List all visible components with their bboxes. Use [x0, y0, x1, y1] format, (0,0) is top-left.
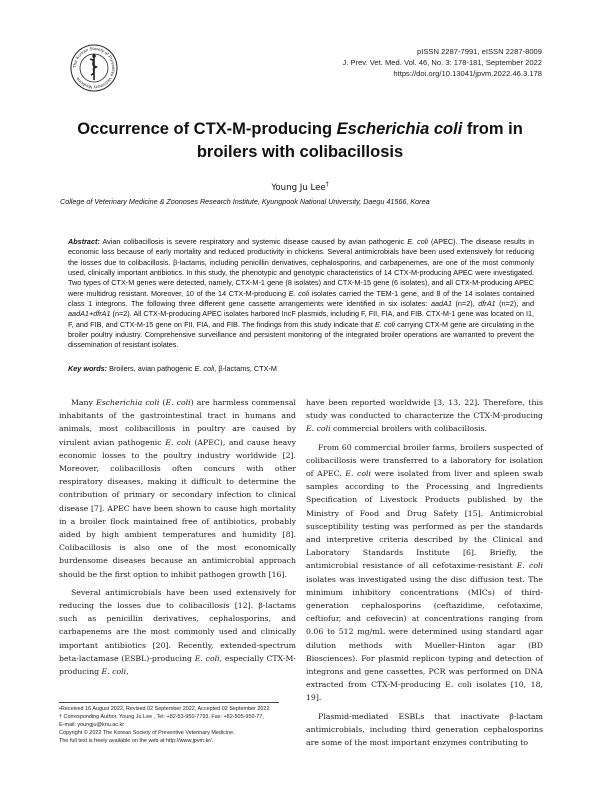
- logo-text: The Korean Society of Preventive Veterinary Medicine: [71, 45, 117, 91]
- abstract-text: isolates carried the TEM-1 gene, and 8 of the 14 isolates contained class 1 integrons. The following three different gene cassette arrangements were identified in six isolates:: [68, 288, 534, 309]
- abstract: [68, 237, 534, 351]
- abstract-italic: E. coli: [288, 288, 310, 298]
- abstract-italic: E. coli: [407, 237, 428, 246]
- abstract-italic: E. coli: [374, 319, 395, 329]
- footnote-corresponding: † Corresponding Author. Young Ju Lee , Tel: +82-53-950-7793, Fax: +82-505-950-77,: [59, 714, 264, 721]
- abstract-italic: aadA1: [430, 299, 452, 309]
- author-mark: †: [325, 181, 329, 188]
- keywords-label: Key words:: [68, 364, 108, 373]
- title-line1-pre: Occurrence of CTX-M-producing: [77, 120, 337, 138]
- abstract-italic: aadA1+dfrA1: [68, 309, 111, 319]
- abstract-label: Abstract:: [68, 237, 100, 246]
- abstract-text: (n=2), and: [495, 299, 534, 309]
- paragraph: Many Escherichia coli (E. coli) are harmless commensal inhabitants of the gastrointestinal tract in humans and animals, most colibacillosis in poultry are caused by virulent avian pathogenic E. coli (APEC), and cause heavy economic losses to the poultry industry worldwide [2]. Moreover, colibacillosis often concurs with other respiratory diseases, making it difficult to determine the contribution of primary or secondary infection to clinical disease [7]. APEC have been shown to cause high mortality in a broiler flock maintained free of antibiotics, probably aided by high ambient temperatures and humidity [8]. Colibacillosis is also one of the most economically burdensome diseases because an antimicrobial approach should be the first option to inhibit pathogen growth [16].: [59, 398, 296, 579]
- keywords: [68, 364, 534, 373]
- keywords-text: Broilers, avian pathogenic: [107, 364, 195, 373]
- title-line2: broilers with colibacillosis: [196, 143, 404, 161]
- title-species: Escherichia coli: [336, 120, 463, 138]
- journal-header: [342, 46, 542, 79]
- citation-line: J. Prev. Vet. Med. Vol. 46, No. 3: 178-181, September 2022: [342, 58, 542, 67]
- abstract-text: (n=2),: [451, 299, 479, 309]
- paragraph: Plasmid-mediated ESBLs that inactivate β-lactam antimicrobials, including third generation cephalosporins are some of the most important enzymes contributing to: [306, 711, 543, 748]
- body-right-column: [306, 396, 543, 754]
- abstract-italic: dfrA1: [478, 299, 496, 309]
- footnotes: [59, 705, 299, 745]
- abstract-text: (n=2). All CTX-M-producing APEC isolates harbored IncF plasmids, including F, FII, FIA, and FIB. CTX-M-1 gene was located on I1, F, and FIB, and CTX-M-15 gene on FII, FIA, and FIB. The findings from this study indicate that: [68, 309, 534, 329]
- keywords-italic: E. coli: [194, 364, 215, 373]
- author-name: Young Ju Lee: [271, 182, 326, 193]
- paragraph: From 60 commercial broiler farms, broilers suspected of colibacillosis were transferred to a laboratory for isolation of APEC. E. coli were isolated from liver and spleen swab samples according to the Processing and Ingredients Specification of Livestock Products published by the Ministry of Food and Drug Safety [15]. Antimicrobial susceptibility testing was performed as per the standards and interpretive criteria described by the Clinical and Laboratory Standards Institute [6]. Briefly, the antimicrobial resistance of all cefotaxime-resistant E. coli isolates was investigated using the disc diffusion test. The minimum inhibitory concentrations (MICs) of third-generation cephalosporins (ceftazidime, cefotaxime, ceftiofur, and cefovecin) at concentrations ranging from 0.06 to 512 mg/mL were determined using standard agar dilution methods with Mueller-Hinton agar (BD Biosciences). For plasmid replicon typing and detection of integrons and gene cassettes, PCR was performed on DNA extracted from CTX-M-producing E. coli isolates [10, 18, 19].: [306, 442, 543, 703]
- footnote-divider: [59, 702, 279, 703]
- author: [0, 181, 600, 193]
- body-left-column: [59, 396, 296, 683]
- paragraph: have been reported worldwide [3, 13, 22]. Therefore, this study was conducted to characterize the CTX-M-producing E. coli commercial broilers with colibacillosis.: [306, 398, 543, 434]
- abstract-text: carrying CTX-M gene are circulating in the broiler poultry industry. Comprehensive surveillance and persistent monitoring of the integrated broiler operations are warranted to prevent the dissemination of resistant isolates.: [68, 319, 534, 350]
- affiliation: College of Veterinary Medicine & Zoonoses Research Institute, Kyungpook National University, Daegu 41566, Korea: [60, 197, 430, 206]
- abstract-text: (APEC). The disease results in economic loss because of early mortality and reduced productivity in chickens. Several antimicrobials have been used extensively for reducing the losses due to colibacillosis. β-lactams, including penicillin derivatives, cephalosporins, and carbapenemes, are one of the most commonly used, clinically important antibiotics. In this study, the phenotypic and genotypic characteristics of 14 CTX-M-producing APEC were investigated. Two types of CTX-M genes were detected, namely, CTX-M-1 gene (8 isolates) and CTX-M-15 gene (6 isolates), and all CTX-M-producing APEC were multidrug resistant. Moreover, 10 of the 14 CTX-M-producing: [68, 237, 534, 298]
- doi-link[interactable]: https://doi.org/10.13041/jpvm.2022.46.3.178: [393, 69, 542, 78]
- society-logo: [70, 44, 118, 92]
- footnote-received: •Received 16 August 2022, Revised 02 September 2022, Accepted 02 September 2022: [59, 706, 270, 712]
- footnote-access: The full text is freely available on the web at http://www.jpvm.kr/.: [59, 738, 214, 745]
- keywords-text: , β-lactams, CTX-M: [214, 364, 277, 373]
- footnote-email[interactable]: E-mail: youngju@knu.ac.kr: [59, 722, 125, 729]
- paper-title: [60, 118, 540, 164]
- footnote-copyright: Copyright © 2022 The Korean Society of Preventive Veterinary Medicine.: [59, 730, 235, 737]
- abstract-text: Avian colibacillosis is severe respiratory and systemic disease caused by avian pathogenic: [99, 237, 408, 246]
- paragraph: Several antimicrobials have been used extensively for reducing the losses due to colibacillosis [12]. β-lactams such as penicillin derivatives, cephalosporins, and carbapenems are the most commonly used and clinically important antibiotics [20]. Recently, extended-spectrum beta-lactamase (ESBL)-producing E. coli, especially CTX-M-producing E. coli,: [59, 587, 296, 677]
- issn-line: pISSN 2287-7991, eISSN 2287-8009: [417, 47, 542, 56]
- title-line1-post: from in: [462, 120, 523, 138]
